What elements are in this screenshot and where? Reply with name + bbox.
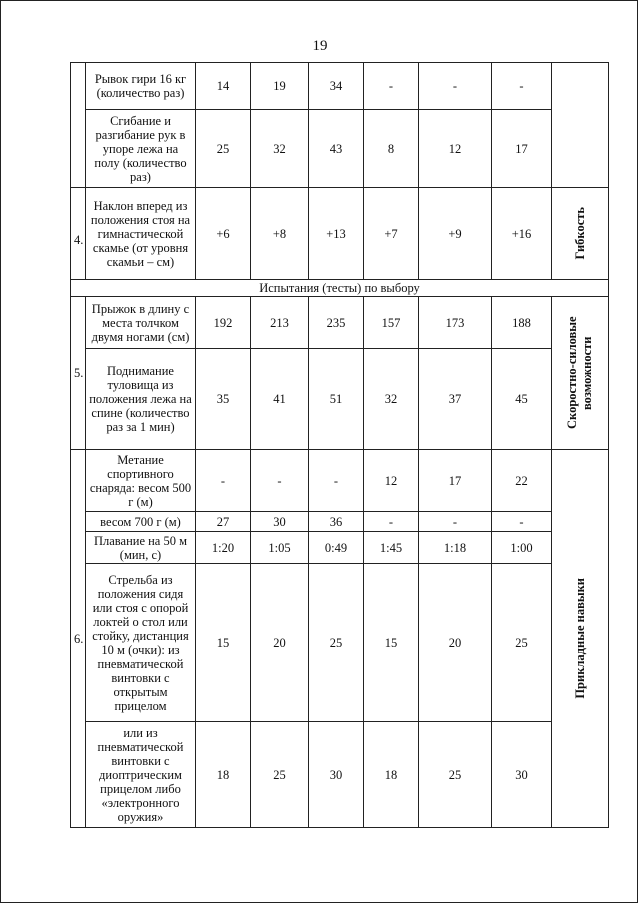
table-row (71, 297, 609, 349)
value-cell: - (364, 63, 419, 110)
value-cell: 36 (309, 512, 364, 532)
quality-applied (552, 450, 609, 828)
section-row (71, 280, 609, 297)
value-cell: 12 (364, 450, 419, 512)
value-cell: 25 (419, 722, 492, 828)
value-cell: 1:00 (492, 532, 552, 564)
value-cell: 12 (419, 110, 492, 188)
value-cell: 51 (309, 349, 364, 450)
value-cell: 1:20 (196, 532, 251, 564)
test-name: Поднимание туловища из положения лежа на спине (количество раз за 1 мин) (86, 349, 196, 450)
value-cell: 20 (251, 564, 309, 722)
value-cell: 8 (364, 110, 419, 188)
value-cell: 235 (309, 297, 364, 349)
quality-label: Прикладные навыки (573, 578, 587, 699)
value-cell: 14 (196, 63, 251, 110)
value-cell: 213 (251, 297, 309, 349)
value-cell: 18 (364, 722, 419, 828)
value-cell: - (419, 63, 492, 110)
table-row (71, 722, 609, 828)
value-cell: 19 (251, 63, 309, 110)
value-cell: 25 (492, 564, 552, 722)
value-cell: - (364, 512, 419, 532)
test-name: Метание спортивного снаряда: весом 500 г (м) (86, 450, 196, 512)
section-title: Испытания (тесты) по выбору (71, 280, 609, 297)
value-cell: +13 (309, 188, 364, 280)
value-cell: 35 (196, 349, 251, 450)
value-cell: 188 (492, 297, 552, 349)
value-cell: +9 (419, 188, 492, 280)
page-number: 19 (312, 38, 328, 54)
value-cell: 30 (251, 512, 309, 532)
table-row (71, 110, 609, 188)
row-number: 6. (71, 450, 86, 828)
row-number (71, 63, 86, 188)
quality-label: Скоростно-силовые возможности (565, 316, 594, 430)
test-name: Стрельба из положения сидя или стоя с опорой локтей о стол или стойку, дистанция 10 м (очки): из пневматической винтовки с открытым прицелом (86, 564, 196, 722)
test-name: Прыжок в длину с места толчком двумя ногами (см) (86, 297, 196, 349)
value-cell: 157 (364, 297, 419, 349)
value-cell: 32 (364, 349, 419, 450)
value-cell: - (492, 512, 552, 532)
table-row (71, 564, 609, 722)
value-cell: 18 (196, 722, 251, 828)
value-cell: 1:05 (251, 532, 309, 564)
value-cell: 20 (419, 564, 492, 722)
norms-table (70, 62, 609, 828)
value-cell: - (492, 63, 552, 110)
table-row (71, 63, 609, 110)
value-cell: 17 (492, 110, 552, 188)
value-cell: 30 (492, 722, 552, 828)
test-name: Сгибание и разгибание рук в упоре лежа на полу (количество раз) (86, 110, 196, 188)
test-name: весом 700 г (м) (86, 512, 196, 532)
test-name: Наклон вперед из положения стоя на гимнастической скамье (от уровня скамьи – см) (86, 188, 196, 280)
table-row (71, 188, 609, 280)
value-cell: 45 (492, 349, 552, 450)
test-name: Рывок гири 16 кг (количество раз) (86, 63, 196, 110)
value-cell: 25 (196, 110, 251, 188)
row-number: 4. (71, 188, 86, 280)
value-cell: 1:18 (419, 532, 492, 564)
value-cell: - (419, 512, 492, 532)
row-number: 5. (71, 297, 86, 450)
value-cell: 15 (196, 564, 251, 722)
table-row (71, 532, 609, 564)
value-cell: 25 (309, 564, 364, 722)
value-cell: 30 (309, 722, 364, 828)
value-cell: 34 (309, 63, 364, 110)
value-cell: 25 (251, 722, 309, 828)
value-cell: 0:49 (309, 532, 364, 564)
quality-cell-empty (552, 63, 609, 188)
value-cell: - (251, 450, 309, 512)
value-cell: 192 (196, 297, 251, 349)
value-cell: - (196, 450, 251, 512)
value-cell: 43 (309, 110, 364, 188)
value-cell: - (309, 450, 364, 512)
value-cell: 173 (419, 297, 492, 349)
value-cell: 27 (196, 512, 251, 532)
value-cell: 17 (419, 450, 492, 512)
table-row (71, 512, 609, 532)
test-name: или из пневматической винтовки с диоптрическим прицелом либо «электронного оружия» (86, 722, 196, 828)
value-cell: 15 (364, 564, 419, 722)
test-name: Плавание на 50 м (мин, с) (86, 532, 196, 564)
value-cell: 37 (419, 349, 492, 450)
quality-label: Гибкость (573, 207, 587, 260)
table-row (71, 349, 609, 450)
quality-flexibility (552, 188, 609, 280)
value-cell: +8 (251, 188, 309, 280)
value-cell: +6 (196, 188, 251, 280)
value-cell: 22 (492, 450, 552, 512)
table-row (71, 450, 609, 512)
value-cell: 41 (251, 349, 309, 450)
value-cell: 1:45 (364, 532, 419, 564)
value-cell: 32 (251, 110, 309, 188)
value-cell: +16 (492, 188, 552, 280)
quality-speed-strength (552, 297, 609, 450)
value-cell: +7 (364, 188, 419, 280)
